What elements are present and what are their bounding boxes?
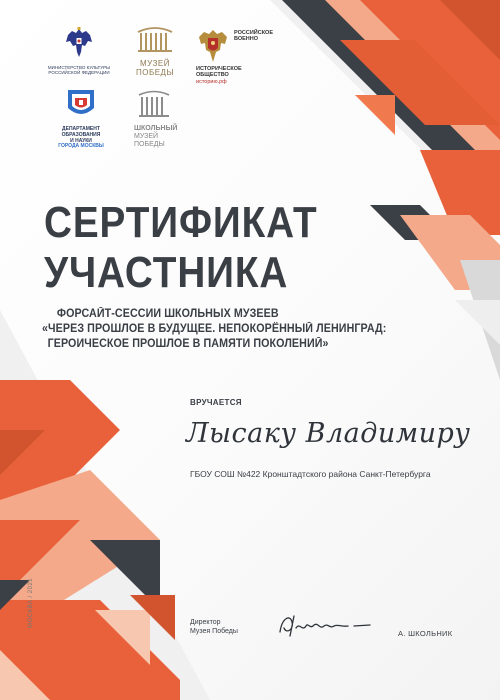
- education-dept-logo: ДЕПАРТАМЕНТ ОБРАЗОВАНИЯ И НАУКИ ГОРОДА МОСКВЫ: [56, 88, 106, 150]
- event-line-1: ФОРСАЙТ-СЕССИИ ШКОЛЬНЫХ МУЗЕЕВ: [56, 308, 279, 320]
- eagle-shield-icon: [196, 28, 230, 66]
- awarded-label: ВРУЧАЕТСЯ: [190, 398, 242, 407]
- school-museum-building-icon: [136, 88, 172, 120]
- ministry-culture-logo: МИНИСТЕРСТВО КУЛЬТУРЫ РОССИЙСКОЙ ФЕДЕРАЦИИ: [44, 26, 114, 75]
- recipient-school: ГБОУ СОШ №422 Кронштадтского района Санкт-Петербурга: [190, 469, 431, 479]
- title-line-1: СЕРТИФИКАТ: [44, 198, 318, 247]
- certificate-title: [44, 198, 355, 298]
- museum-victory-logo: МУЗЕЙ ПОБЕДЫ: [132, 24, 178, 77]
- event-line-3: ГЕРОИЧЕСКОЕ ПРОШЛОЕ В ПАМЯТИ ПОКОЛЕНИЙ»: [47, 338, 329, 350]
- title-line-2: УЧАСТНИКА: [44, 248, 289, 297]
- moscow-education-crest-icon: [66, 88, 96, 122]
- school-museum-logo: ШКОЛЬНЫЙ МУЗЕЙ ПОБЕДЫ: [130, 88, 178, 149]
- city-year: МОСКВА / 2021: [28, 577, 34, 628]
- event-name: [42, 307, 462, 352]
- museum-building-icon: [135, 24, 175, 54]
- recipient-name: Лысаку Владимиру: [186, 418, 471, 449]
- signer-role: Директор Музея Победы: [190, 619, 238, 635]
- event-line-2: «ЧЕРЕЗ ПРОШЛОЕ В БУДУЩЕЕ. НЕПОКОРЁННЫЙ ЛЕНИНГРАД:: [42, 323, 387, 335]
- double-headed-eagle-icon: [64, 26, 94, 60]
- military-society-logo: РОССИЙСКОЕ ВОЕННО ИСТОРИЧЕСКОЕ ОБЩЕСТВО историю.рф: [196, 30, 273, 85]
- signer-name: А. ШКОЛЬНИК: [398, 629, 453, 638]
- handwritten-signature: [272, 610, 382, 640]
